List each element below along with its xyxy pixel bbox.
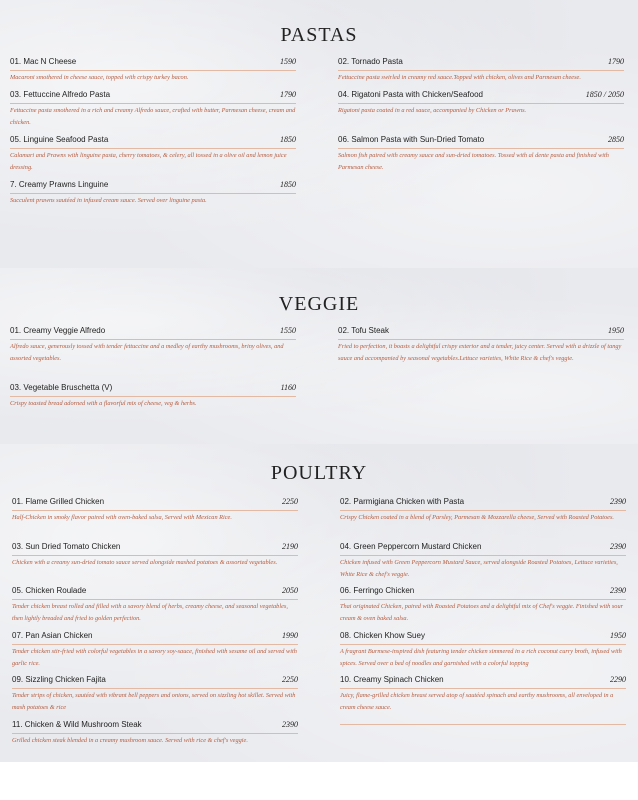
- menu-item: [12, 676, 298, 713]
- menu-item: [340, 498, 626, 524]
- item-price: 1850 / 2050: [585, 90, 624, 99]
- item-price: 2390: [282, 720, 298, 729]
- item-price: 1550: [280, 326, 296, 335]
- item-name: 08. Chicken Khow Suey: [340, 631, 425, 640]
- item-description: Fettuccine pasta swirled in creamy red sauce.Topped with chicken, olives and Parmesan cheese.: [338, 74, 581, 81]
- menu-item: [12, 498, 298, 524]
- item-description: Tender chicken stir-fried with colorful vegetables in a savory soy-sauce, finished with sesame oil and served with garlic rice.: [12, 648, 297, 667]
- item-price: 2190: [282, 542, 298, 551]
- item-description: Macaroni smothered in cheese sauce, topped with crispy turkey bacon.: [10, 74, 189, 81]
- menu-item: [10, 327, 296, 364]
- item-price: 1790: [280, 90, 296, 99]
- item-price: 1950: [610, 631, 626, 640]
- menu-item: [10, 58, 296, 84]
- menu-item: [340, 543, 626, 580]
- item-description: A fragrant Burmese-inspired dish featuring tender chicken simmered in a rich coconut curry broth, infused with spices. Served over a bed of noodles and garnished with a colorful topping: [340, 648, 622, 667]
- poultry-section: [0, 444, 638, 762]
- menu-item: [340, 676, 626, 713]
- item-price: 2390: [610, 497, 626, 506]
- item-description: Succulent prawns sautéed in infused cream sauce. Served over linguine pasta.: [10, 197, 207, 204]
- item-name: 01. Flame Grilled Chicken: [12, 497, 105, 506]
- item-price: 2390: [610, 586, 626, 595]
- item-description: Salmon fish paired with creamy sauce and sun-dried tomatoes. Tossed with al dente pasta and finished with Parmesan cheese.: [338, 152, 609, 171]
- item-description: Half-Chicken in smoky flavor paired with oven-baked salsa, Served with Mexican Rice.: [12, 514, 232, 521]
- menu-item: [12, 721, 298, 747]
- item-description: Thai originated Chicken, paired with Roasted Potatoes and a delightful mix of Chef's veggie. Finished with sour cream & oven baked salsa.: [340, 603, 624, 622]
- menu-item: [338, 136, 624, 173]
- item-price: 2050: [282, 586, 298, 595]
- item-name: 10. Creamy Spinach Chicken: [340, 675, 444, 684]
- item-price: 1160: [280, 383, 296, 392]
- veggie-section: [0, 268, 638, 444]
- item-description: Chicken with a creamy sun-dried tomato sauce served alongside mashed potatoes & assorted vegetables.: [12, 559, 278, 566]
- section-title-pastas: PASTAS: [280, 24, 358, 46]
- item-description: Grilled chicken steak blended in a creamy mushroom sauce. Served with rice & chef's veggie.: [12, 737, 248, 744]
- section-title-veggie: VEGGIE: [278, 293, 360, 315]
- item-price: 1790: [608, 57, 624, 66]
- item-name: 03. Vegetable Bruschetta (V): [10, 383, 113, 392]
- item-description: Rigatoni pasta coated in a red sauce, accompanied by Chicken or Prawns.: [338, 107, 527, 114]
- item-price: 2250: [282, 497, 298, 506]
- item-name: 07. Pan Asian Chicken: [12, 631, 93, 640]
- menu-item: [10, 91, 296, 128]
- item-price: 2850: [608, 135, 624, 144]
- menu-item: [12, 543, 298, 569]
- item-description: Tender strips of chicken, sautéed with vibrant bell peppers and onions, served on sizzling hot skillet. Served with mash potatoes & rice: [12, 692, 296, 711]
- item-name: 03. Fettuccine Alfredo Pasta: [10, 90, 111, 99]
- item-description: Tender chicken breast rolled and filled with a savory blend of herbs, creamy cheese, and seasonal vegetables, then lightly breaded and fried to golden perfection.: [12, 603, 288, 622]
- item-description: Chicken infused with Green Peppercorn Mustard Sauce, served alongside Roasted Potatoes, Lettuce varieties, White Rice & chef's veggie.: [340, 559, 618, 578]
- item-name: 01. Creamy Veggie Alfredo: [10, 326, 106, 335]
- menu-item: [10, 384, 296, 410]
- item-price: 1850: [280, 135, 296, 144]
- item-price: 1990: [282, 631, 298, 640]
- item-name: 06. Salmon Pasta with Sun-Dried Tomato: [338, 135, 485, 144]
- item-name: 02. Parmigiana Chicken with Pasta: [340, 497, 465, 506]
- pastas-section: [0, 0, 638, 268]
- item-price: 2290: [610, 675, 626, 684]
- item-name: 06. Ferringo Chicken: [340, 586, 415, 595]
- section-title-poultry: POULTRY: [270, 462, 368, 484]
- menu-item: [10, 136, 296, 173]
- menu-item: [338, 58, 624, 84]
- item-name: 7. Creamy Prawns Linguine: [10, 180, 109, 189]
- item-price: 1590: [280, 57, 296, 66]
- item-price: 1950: [608, 326, 624, 335]
- item-price: 2390: [610, 542, 626, 551]
- item-name: 03. Sun Dried Tomato Chicken: [12, 542, 121, 551]
- item-description: Crispy toasted bread adorned with a flavorful mix of cheese, veg & herbs.: [10, 400, 197, 407]
- item-name: 11. Chicken & Wild Mushroom Steak: [12, 720, 142, 729]
- item-name: 09. Sizzling Chicken Fajita: [12, 675, 106, 684]
- menu-item: [338, 91, 624, 117]
- menu-item: [340, 632, 626, 669]
- item-name: 02. Tornado Pasta: [338, 57, 403, 66]
- item-description: Juicy, flame-grilled chicken breast served atop of sautéed spinach and earthy mushrooms, all enveloped in a cream cheese sauce.: [340, 692, 614, 711]
- item-description: Calamari and Prawns with linguine pasta, cherry tomatoes, & celery, all tossed in a olive oil and lemon juice dressing.: [10, 152, 287, 171]
- item-description: Fettuccine pasta smothered in a rich and creamy Alfredo sauce, crafted with butter, Parmesan cheese, cream and chicken.: [10, 107, 296, 126]
- item-price: 2250: [282, 675, 298, 684]
- item-name: 02. Tofu Steak: [338, 326, 389, 335]
- item-description: Fried to perfection, it boasts a delightful crispy exterior and a tender, juicy center. Served with a drizzle of tangy sauce and accompanied by seasonal vegetables.Lettuce varieties, White Rice & chef's veggie.: [338, 343, 622, 362]
- item-price: 1850: [280, 180, 296, 189]
- item-description: Alfredo sauce, generously tossed with tender fettuccine and a medley of earthy mushrooms, briny olives, and assorted vegetables.: [10, 343, 284, 362]
- menu-item: [338, 327, 624, 364]
- menu-item: [340, 587, 626, 624]
- item-name: 05. Linguine Seafood Pasta: [10, 135, 109, 144]
- item-name: 05. Chicken Roulade: [12, 586, 87, 595]
- menu-item: [12, 632, 298, 669]
- menu-item: [12, 587, 298, 624]
- item-name: 04. Rigatoni Pasta with Chicken/Seafood: [338, 90, 483, 99]
- item-name: 01. Mac N Cheese: [10, 57, 77, 66]
- menu-item: [10, 181, 296, 207]
- item-description: Crispy Chicken coated in a blend of Parsley, Parmesan & Mozzarella cheese, Served with Roasted Potatoes.: [340, 514, 614, 521]
- divider: [340, 724, 626, 725]
- item-name: 04. Green Peppercorn Mustard Chicken: [340, 542, 482, 551]
